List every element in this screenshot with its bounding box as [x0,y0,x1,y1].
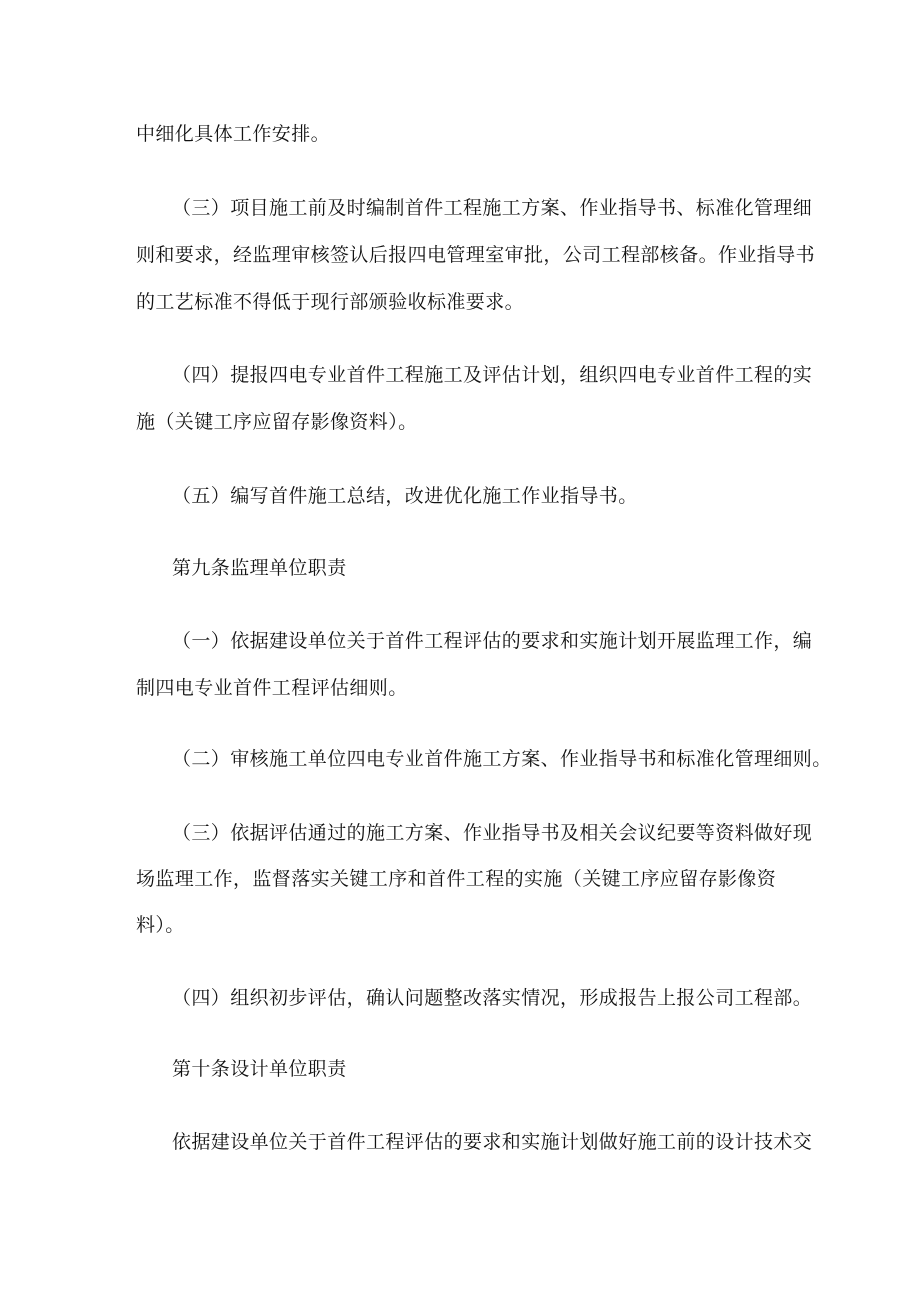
paragraph-line: （三）项目施工前及时编制首件工程施工方案、作业指导书、标准化管理细 [172,197,813,219]
section-heading: 第九条监理单位职责 [172,557,347,579]
paragraph-line: 施（关键工序应留存影像资料）。 [136,411,418,433]
paragraph-line: （二）审核施工单位四电专业首件施工方案、作业指导书和标准化管理细则。 [172,748,832,770]
paragraph-line: （三）依据评估通过的施工方案、作业指导书及相关会议纪要等资料做好现 [172,822,813,844]
paragraph-line: （一）依据建设单位关于首件工程评估的要求和实施计划开展监理工作，编 [172,630,813,652]
section-heading: 第十条设计单位职责 [172,1058,347,1080]
paragraph-line: 中细化具体工作安排。 [136,123,331,145]
paragraph-line: 料）。 [136,914,185,936]
paragraph-line: 依据建设单位关于首件工程评估的要求和实施计划做好施工前的设计技术交 [172,1131,813,1153]
paragraph-line: （四）提报四电专业首件工程施工及评估计划，组织四电专业首件工程的实 [172,364,813,386]
paragraph-line: 制四电专业首件工程评估细则。 [136,677,408,699]
paragraph-line: （五）编写首件施工总结，改进优化施工作业指导书。 [172,485,638,507]
paragraph-line: （四）组织初步评估，确认问题整改落实情况，形成报告上报公司工程部。 [172,987,813,1009]
paragraph-line: 场监理工作，监督落实关键工序和首件工程的实施（关键工序应留存影像资 [136,868,777,890]
paragraph-line: 则和要求，经监理审核签认后报四电管理室审批，公司工程部核备。作业指导书 [136,244,816,266]
paragraph-line: 的工艺标准不得低于现行部颁验收标准要求。 [136,291,525,313]
